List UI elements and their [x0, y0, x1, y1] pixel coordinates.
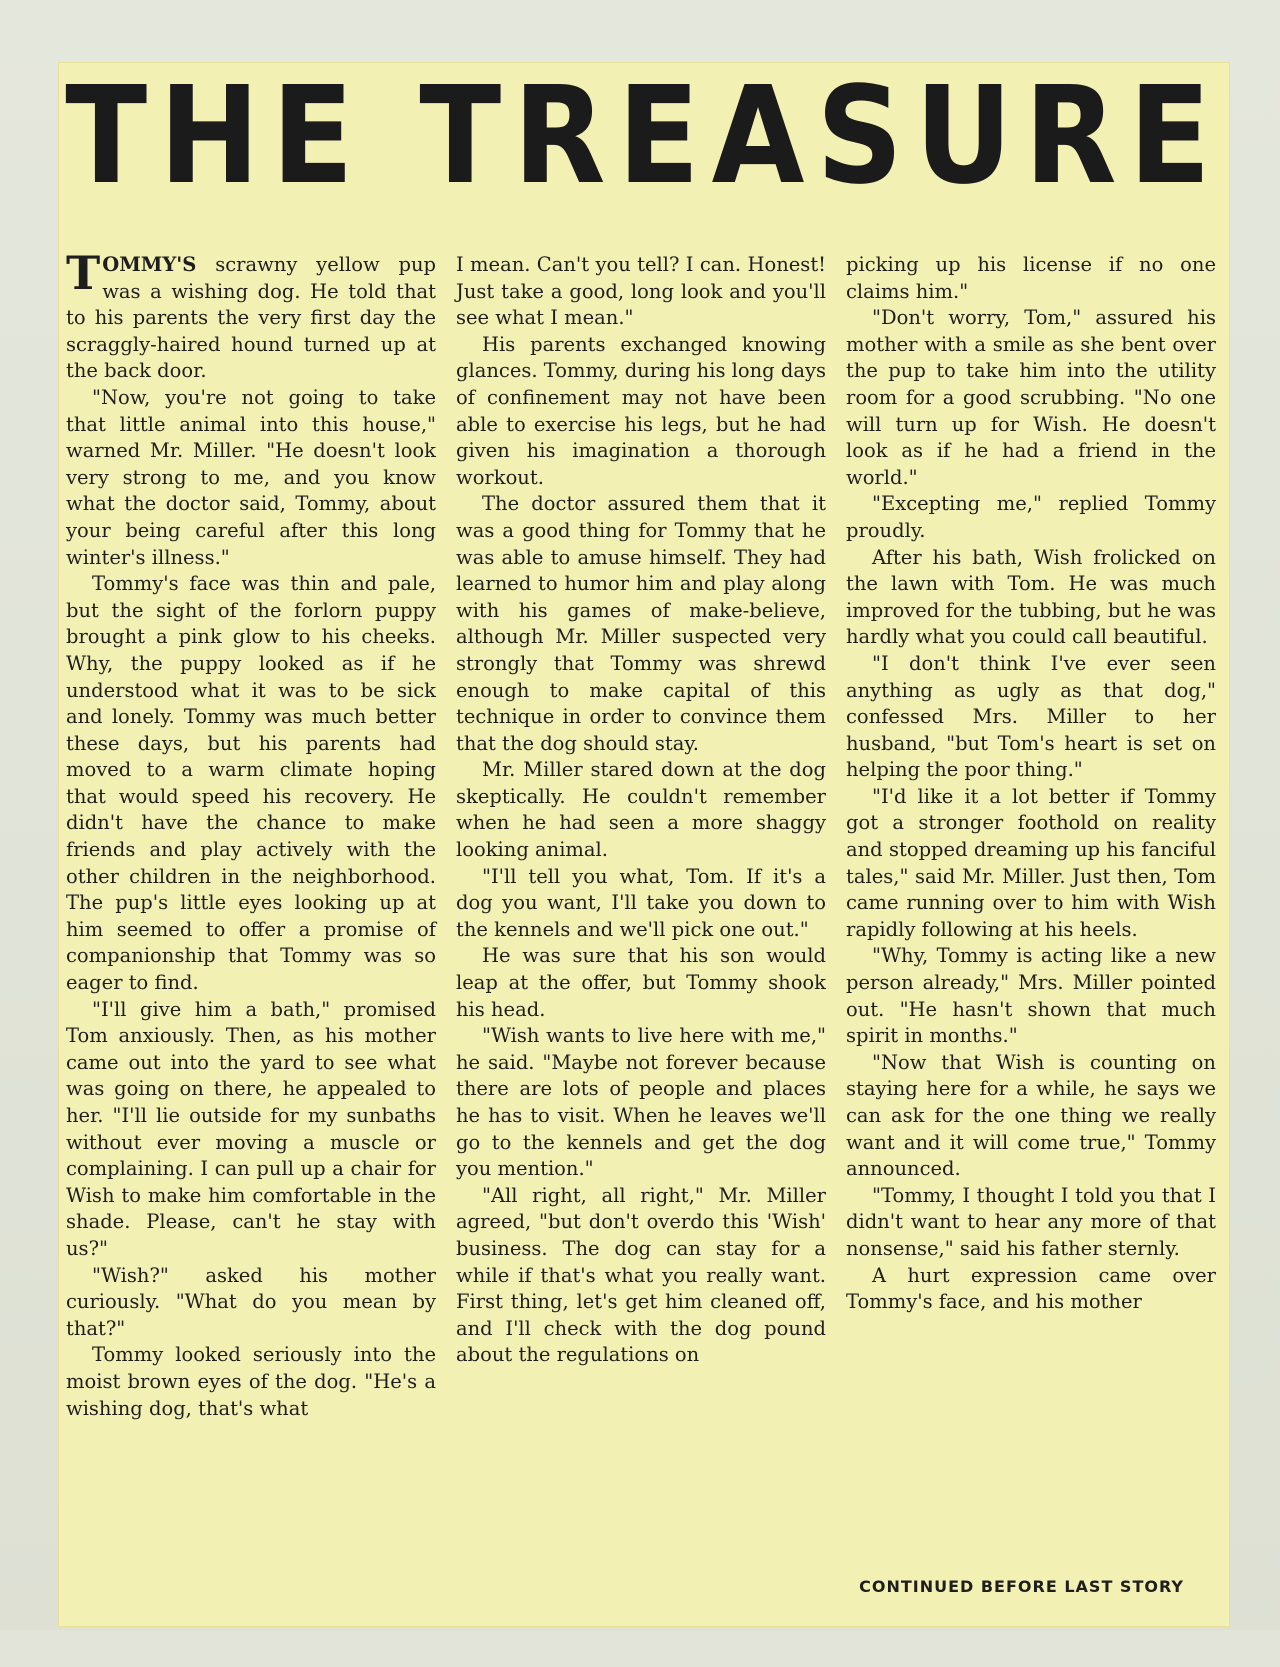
story-paragraph: "Why, Tommy is acting like a new person already," Mrs. Miller pointed out. "He hasn't shown that much spirit in months."	[846, 944, 1216, 1048]
column-3	[846, 252, 1216, 1572]
column-1	[66, 246, 436, 1572]
story-paragraph: "Tommy, I thought I told you that I didn't want to hear any more of that nonsense," said his father sternly.	[846, 1183, 1216, 1260]
story-paragraph: "I'll tell you what, Tom. If it's a dog you want, I'll take you down to the kennels and we'll pick one out."	[456, 864, 826, 941]
story-paragraph: The doctor assured them that it was a good thing for Tommy that he was able to amuse himself. They had learned to humor him and play along with his games of make-believe, although Mr. Miller suspected very strongly that Tommy was shrewd enough to make capital of this technique in order to convince them that the dog should stay.	[456, 492, 826, 755]
story-paragraph: "I don't think I've ever seen anything as ugly as that dog," confessed Mrs. Miller to her husband, "but Tom's heart is set on helping the poor thing."	[846, 651, 1216, 782]
story-paragraph: "Wish?" asked his mother curiously. "What do you mean by that?"	[66, 1263, 436, 1340]
drop-cap: T	[66, 246, 101, 300]
column-3-paragraphs	[846, 305, 1216, 1316]
story-paragraph: "Wish wants to live here with me," he said. "Maybe not forever because there are lots of people and places he has to visit. When he leaves we'll go to the kennels and get the dog you mention."	[456, 1024, 826, 1181]
story-title: THE TREASURE	[65, 58, 1223, 215]
story-paragraph: His parents exchanged knowing glances. Tommy, during his long days of confinement may not have been able to exercise his legs, but he had given his imagination a thorough workout.	[456, 332, 826, 489]
column-3-continuation: picking up his license if no one claims him."	[846, 253, 1216, 303]
column-2-continuation: I mean. Can't you tell? I can. Honest! Just take a good, long look and you'll see what I mean."	[456, 253, 826, 330]
story-paragraph: "I'll give him a bath," promised Tom anxiously. Then, as his mother came out into the yard to see what was going on there, he appealed to her. "I'll lie outside for my sunbaths without ever moving a muscle or complaining. I can pull up a chair for Wish to make him comfortable in the shade. Please, can't he stay with us?"	[66, 997, 436, 1260]
story-paragraph: Tommy's face was thin and pale, but the sight of the forlorn puppy brought a pink glow to his cheeks. Why, the puppy looked as if he understood what it was to be sick and lonely. Tommy was much better these days, but his parents had moved to a warm climate hoping that would speed his recovery. He didn't have the chance to make friends and play actively with the other children in the neighborhood. The pup's little eyes looking up at him seemed to offer a promise of companionship that Tommy was so eager to find.	[66, 572, 436, 995]
story-paragraph: A hurt expression came over Tommy's face, and his mother	[846, 1263, 1216, 1314]
lead-word: OMMY'S	[102, 253, 197, 276]
story-paragraph: "All right, all right," Mr. Miller agreed, "but don't overdo this 'Wish' business. The dog can stay for a while if that's what you really want. First thing, let's get him cleaned off, and I'll check with the dog pound about the regulations on	[456, 1183, 826, 1367]
column-2	[456, 252, 826, 1572]
story-paragraph: He was sure that his son would leap at the offer, but Tommy shook his head.	[456, 944, 826, 1021]
opening-text: scrawny yellow pup was a wishing dog. He told that to his parents the very first day the scraggly-haired hound turned up at the back door.	[66, 253, 436, 383]
story-paragraph: Mr. Miller stared down at the dog skeptically. He couldn't remember when he had seen a more shaggy looking animal.	[456, 758, 826, 862]
story-columns	[66, 246, 1216, 1572]
opening-paragraph	[66, 246, 436, 385]
bottom-strip	[0, 1630, 1280, 1667]
story-paragraph: Tommy looked seriously into the moist brown eyes of the dog. "He's a wishing dog, that's what	[66, 1343, 436, 1420]
story-paragraph: "I'd like it a lot better if Tommy got a stronger foothold on reality and stopped dreaming up his fanciful tales," said Mr. Miller. Just then, Tom came running over to him with Wish rapidly following at his heels.	[846, 784, 1216, 941]
column-1-paragraphs	[66, 385, 436, 1422]
story-paragraph: "Now, you're not going to take that little animal into this house," warned Mr. Miller. "He doesn't look very strong to me, and you know what the doctor said, Tommy, about your being careful after this long winter's illness."	[66, 385, 436, 569]
story-paragraph: After his bath, Wish frolicked on the lawn with Tom. He was much improved for the tubbing, but he was hardly what you could call beautiful.	[846, 545, 1216, 649]
continued-note: CONTINUED BEFORE LAST STORY	[859, 1577, 1184, 1596]
column-2-paragraphs	[456, 332, 826, 1369]
story-paragraph: "Don't worry, Tom," assured his mother with a smile as she bent over the pup to take him into the utility room for a good scrubbing. "No one will turn up for Wish. He doesn't look as if he had a friend in the world."	[846, 306, 1216, 489]
story-paragraph: "Excepting me," replied Tommy proudly.	[846, 492, 1216, 542]
story-paragraph: "Now that Wish is counting on staying here for a while, he says we can ask for the one thing we really want and it will come true," Tommy announced.	[846, 1050, 1216, 1181]
